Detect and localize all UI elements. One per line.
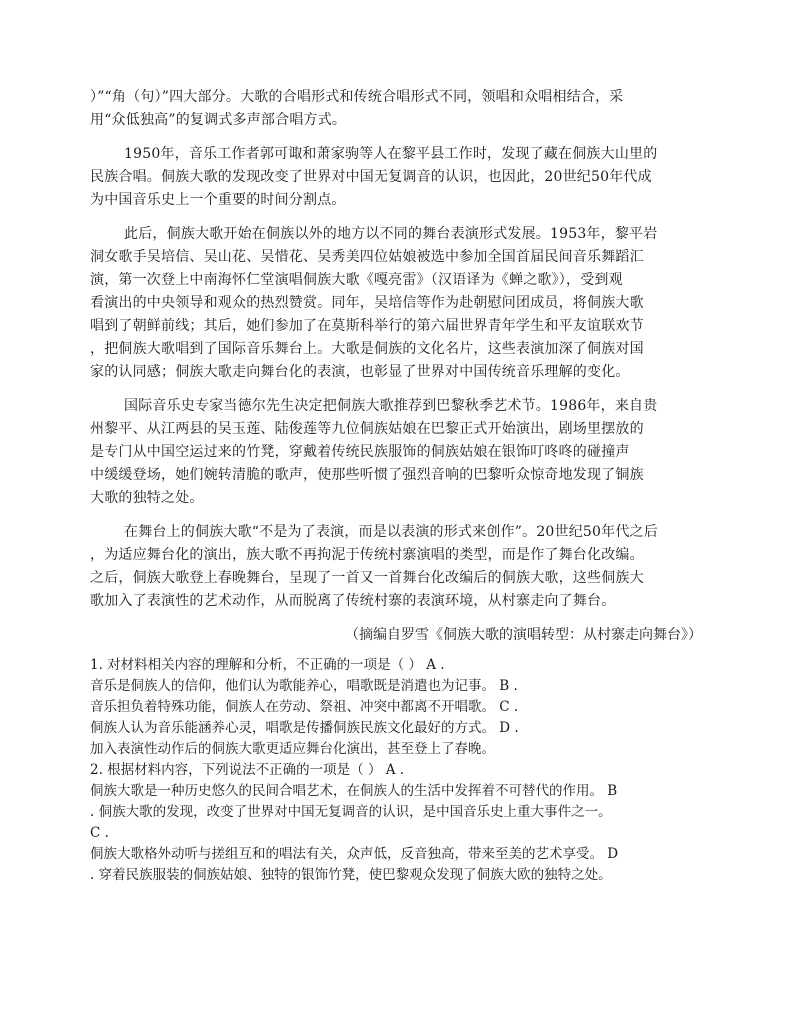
- text-line: 在舞台上的侗族大歌“不是为了表演，而是以表演的形式来创作”。20世纪50年代之后: [124, 524, 658, 540]
- passage-paragraph-3: [90, 223, 702, 384]
- text-line: 歌加入了表演性的艺术动作，从而脱离了传统村寨的表演环境，从村寨走向了舞台。: [90, 593, 616, 609]
- text-line: 洞女歌手吴培信、吴山花、吴惜花、吴秀美四位姑娘被选中参加全国首届民间音乐舞蹈汇: [90, 249, 644, 265]
- question-1-option: 音乐是侗族人的信仰，他们认为歌能养心，唱歌既是消遣也为记事。 B .: [90, 678, 518, 694]
- document-page: [90, 86, 702, 886]
- text-line: 是专门从中国空运过来的竹凳，穿戴着传统民族服饰的侗族姑娘在银饰叮咚咚的碰撞声: [90, 444, 630, 460]
- text-line: 中缓缓登场，她们婉转清脆的歌声，使那些听惯了强烈音响的巴黎听众惊奇地发现了铜族: [90, 467, 644, 483]
- text-line: ，为适应舞台化的演出，族大歌不再拘泥于传统村寨演唱的类型，而是作了舞台化改编。: [90, 547, 644, 563]
- text-line: 演，第一次登上中南海怀仁堂演唱侗族大歌《嘎亮雷》（汉语译为《蝉之歌》），受到观: [90, 272, 623, 288]
- text-line: 为中国音乐史上一个重要的时间分割点。: [90, 192, 346, 208]
- passage-source: （摘编自罗雪《侗族大歌的演唱转型：从村寨走向舞台》）: [345, 627, 702, 643]
- question-1-option: 加入表演性动作后的侗族大歌更适应舞台化演出，甚至登上了春晚。: [90, 741, 495, 757]
- text-line: 1950年，音乐工作者郭可诹和萧家驹等人在黎平县工作时，发现了藏在侗族大山里的: [124, 146, 658, 162]
- question-2-option: 侗族大歌是一种历史悠久的民间合唱艺术，在侗族人的生活中发挥着不可替代的作用。 B: [90, 783, 618, 799]
- question-2-stem: 2. 根据材料内容，下列说法不正确的一项是（ ） A .: [90, 762, 405, 778]
- question-block: [90, 655, 702, 886]
- text-line: 大歌的独特之处。: [90, 490, 204, 506]
- text-line: 家的认同感；侗族大歌走向舞台化的表演，也彰显了世界对中国传统音乐理解的变化。: [90, 364, 630, 380]
- passage-paragraph-1: [90, 86, 702, 132]
- question-2-option: 侗族大歌格外动听与搓组互和的唱法有关，众声低，反音独高，带来至美的艺术享受。 D: [90, 846, 619, 862]
- passage-paragraph-4: [90, 395, 702, 510]
- text-line: 之后，侗族大歌登上春晚舞台，呈现了一首又一首舞台化改编后的侗族大歌，这些侗族大: [90, 570, 644, 586]
- question-1-option: 音乐担负着特殊功能，侗族人在劳动、祭祖、冲突中都离不开唱歌。 C .: [90, 699, 519, 715]
- text-line: 民族合唱。侗族大歌的发现改变了世界对中国无复调音的认识，也因此，20世纪50年代成: [90, 169, 652, 185]
- question-2-option: . 侗族大歌的发现，改变了世界对中国无复调音的认识，是中国音乐史上重大事件之一。: [90, 804, 612, 820]
- question-1-option: 侗族人认为音乐能涵养心灵，唱歌是传播侗族民族文化最好的方式。 D .: [90, 720, 519, 736]
- question-2-option-label: C .: [90, 825, 109, 841]
- text-line: 此后，侗族大歌开始在侗族以外的地方以不同的舞台表演形式发展。1953年，黎平岩: [124, 226, 658, 242]
- text-line: ，把侗族大歌唱到了国际音乐舞台上。大歌是侗族的文化名片，这些表演加深了侗族对国: [90, 341, 644, 357]
- question-2-option: . 穿着民族服装的侗族姑娘、独特的银饰竹凳，使巴黎观众发现了侗族大欧的独特之处。: [90, 867, 612, 883]
- text-line: 州黎平、从江两县的吴玉莲、陆俊莲等九位侗族姑娘在巴黎正式开始演出，剧场里摆放的: [90, 421, 644, 437]
- passage-paragraph-2: [90, 143, 702, 212]
- text-line: 看演出的中央领导和观众的热烈赞赏。同年，吴培信等作为赴朝慰问团成员，将侗族大歌: [90, 295, 644, 311]
- text-line: 唱到了朝鲜前线；其后，她们参加了在莫斯科举行的第六届世界青年学生和平友谊联欢节: [90, 318, 644, 334]
- passage-paragraph-5: [90, 521, 702, 613]
- text-line: 用“众低独高”的复调式多声部合唱方式。: [90, 112, 347, 128]
- question-1-stem: 1. 对材料相关内容的理解和分析，不正确的一项是（ ） A .: [90, 657, 445, 673]
- text-line: 国际音乐史专家当德尔先生决定把侗族大歌推荐到巴黎秋季艺术节。1986年，来自贵: [124, 398, 658, 414]
- text-line: ）”“角（句）”四大部分。大歌的合唱形式和传统合唱形式不同，领唱和众唱相结合，采: [90, 89, 624, 105]
